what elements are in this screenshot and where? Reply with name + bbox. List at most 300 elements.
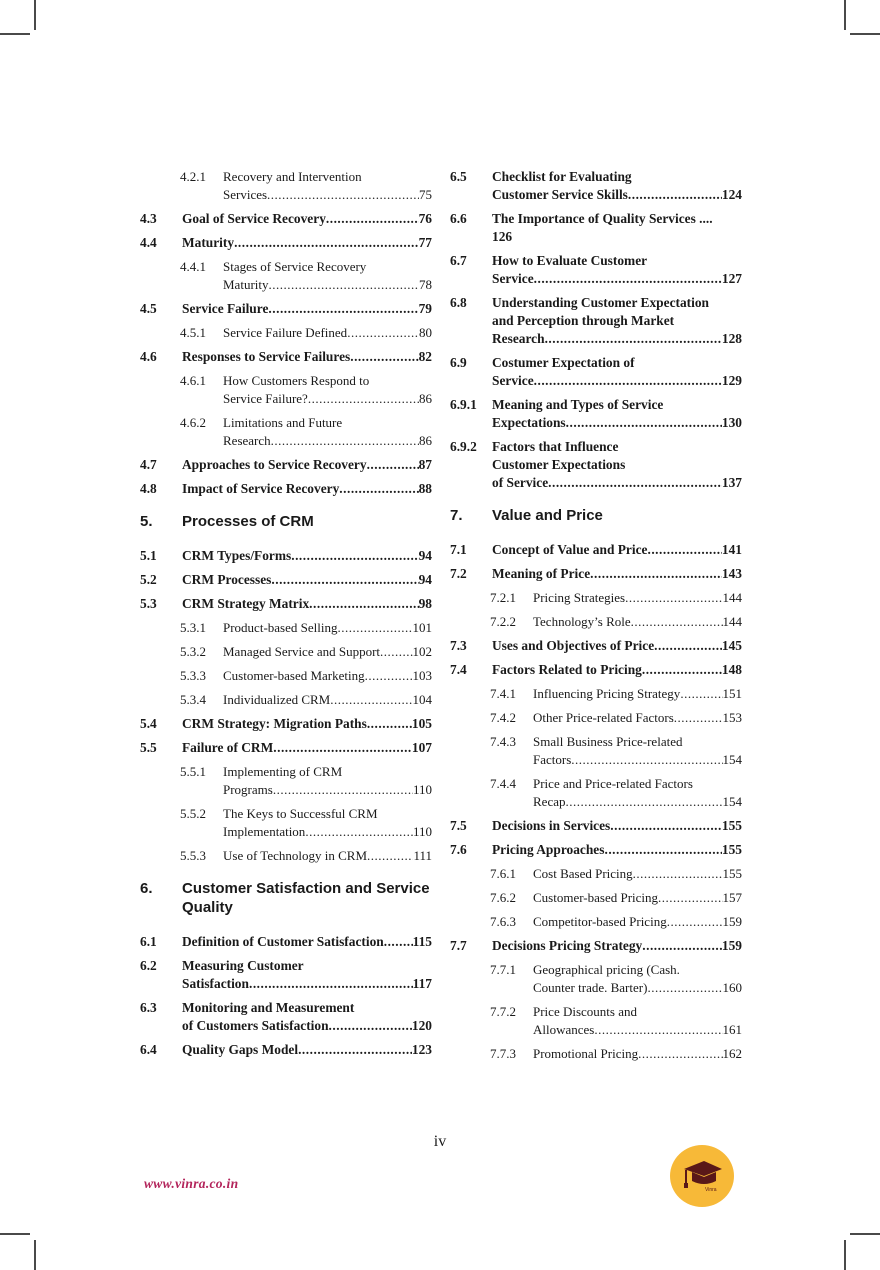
toc-entry[interactable] bbox=[450, 841, 742, 859]
section-number: 5.3.2 bbox=[180, 644, 206, 659]
dot-leader bbox=[268, 300, 418, 318]
section-number: 6.3 bbox=[140, 1000, 157, 1015]
toc-entry[interactable] bbox=[140, 414, 432, 450]
crop-mark bbox=[850, 33, 880, 35]
section-number: 4.8 bbox=[140, 481, 157, 496]
toc-entry[interactable] bbox=[140, 805, 432, 841]
dot-leader bbox=[631, 613, 723, 631]
section-number: 5.3 bbox=[140, 596, 157, 611]
entry-page-number: 154 bbox=[722, 752, 742, 767]
svg-text:Vinra: Vinra bbox=[705, 1187, 717, 1193]
entry-title-line: Satisfaction bbox=[182, 976, 249, 991]
chapter-number: 5. bbox=[140, 513, 153, 530]
section-number: 7.3 bbox=[450, 638, 467, 653]
entry-page-number: 151 bbox=[722, 686, 742, 701]
toc-entry[interactable] bbox=[450, 396, 742, 432]
section-number: 6.9.2 bbox=[450, 439, 477, 454]
entry-title-line: Implementing of CRM bbox=[223, 764, 343, 779]
entry-page-number: 110 bbox=[412, 824, 432, 839]
entry-title-line: Decisions in Services bbox=[492, 818, 611, 833]
entry-title-line: Other Price-related Factors bbox=[533, 710, 674, 725]
entry-page-number: 155 bbox=[721, 818, 742, 833]
section-number: 7.2.1 bbox=[490, 590, 516, 605]
toc-entry[interactable] bbox=[450, 961, 742, 997]
toc-entry[interactable] bbox=[140, 739, 432, 757]
dot-leader bbox=[674, 709, 723, 727]
toc-entry[interactable] bbox=[140, 643, 432, 661]
section-number: 7.5 bbox=[450, 818, 467, 833]
entry-title-line: Services bbox=[223, 187, 268, 202]
website-link[interactable]: www.vinra.co.in bbox=[144, 1176, 239, 1191]
crop-mark bbox=[34, 1240, 36, 1270]
entry-title-line: Stages of Service Recovery bbox=[223, 259, 367, 274]
entry-page-number: 86 bbox=[419, 433, 432, 448]
toc-entry[interactable] bbox=[450, 889, 742, 907]
dot-leader bbox=[347, 324, 419, 342]
dot-leader bbox=[234, 234, 419, 252]
dot-leader bbox=[367, 715, 412, 733]
dot-leader bbox=[633, 865, 723, 883]
dot-leader bbox=[642, 937, 722, 955]
section-number: 4.6 bbox=[140, 349, 157, 364]
entry-title-line: Expectations bbox=[492, 415, 566, 430]
entry-page-number: 101 bbox=[412, 620, 432, 635]
entry-page-number: 115 bbox=[412, 934, 432, 949]
section-number: 6.2 bbox=[140, 958, 157, 973]
entry-title-line: Limitations and Future bbox=[223, 415, 343, 430]
crop-mark bbox=[0, 33, 30, 35]
entry-title-line: The Keys to Successful CRM bbox=[223, 806, 378, 821]
toc-entry[interactable] bbox=[450, 354, 742, 390]
section-number: 7.7.2 bbox=[490, 1004, 516, 1019]
section-number: 7.7.3 bbox=[490, 1046, 516, 1061]
entry-title-line: and Perception through Market bbox=[492, 313, 675, 328]
section-number: 5.3.1 bbox=[180, 620, 206, 635]
entry-title-line: Cost Based Pricing bbox=[533, 866, 633, 881]
entry-page-number: 155 bbox=[722, 866, 742, 881]
toc-entry[interactable] bbox=[450, 1045, 742, 1063]
toc-entry[interactable] bbox=[140, 547, 432, 565]
entry-title-line: CRM Strategy Matrix bbox=[182, 596, 310, 611]
section-number: 7.6.1 bbox=[490, 866, 516, 881]
toc-entry[interactable] bbox=[140, 300, 432, 318]
entry-title-line: CRM Processes bbox=[182, 572, 272, 587]
section-number: 7.4.1 bbox=[490, 686, 516, 701]
toc-entry[interactable] bbox=[450, 168, 742, 204]
section-number: 5.5.1 bbox=[180, 764, 206, 779]
entry-title-line: Maturity bbox=[182, 235, 235, 250]
dot-leader bbox=[625, 589, 722, 607]
entry-page-number: 94 bbox=[418, 548, 432, 563]
entry-title-line: CRM Types/Forms bbox=[182, 548, 292, 563]
entry-title-line: Pricing Approaches bbox=[492, 842, 605, 857]
entry-title-line: Checklist for Evaluating bbox=[492, 169, 632, 184]
section-number: 7.1 bbox=[450, 542, 467, 557]
section-number: 5.3.3 bbox=[180, 668, 206, 683]
toc-entry[interactable] bbox=[450, 613, 742, 631]
dot-leader bbox=[667, 913, 723, 931]
entry-title-line: Individualized CRM bbox=[223, 692, 331, 707]
dot-leader bbox=[271, 571, 418, 589]
entry-title-line: Responses to Service Failures bbox=[182, 349, 351, 364]
chapter-title: Customer Satisfaction and Service Quality bbox=[182, 880, 430, 916]
dot-leader bbox=[308, 390, 419, 408]
entry-title-line: Recovery and Intervention bbox=[223, 169, 362, 184]
entry-page-number: 143 bbox=[721, 566, 742, 581]
section-number: 6.4 bbox=[140, 1042, 157, 1057]
entry-page-number: 155 bbox=[721, 842, 742, 857]
dot-leader bbox=[610, 817, 722, 835]
dot-leader bbox=[545, 330, 722, 348]
toc-entry[interactable] bbox=[450, 294, 742, 348]
entry-page-number: 128 bbox=[721, 331, 742, 346]
entry-title-line: Geographical pricing (Cash. bbox=[533, 962, 680, 977]
entry-page-number: 161 bbox=[722, 1022, 742, 1037]
entry-title-line: Meaning of Price bbox=[492, 566, 591, 581]
entry-page-number: 157 bbox=[722, 890, 742, 905]
dot-leader bbox=[638, 1045, 722, 1063]
entry-page-number: 78 bbox=[419, 277, 432, 292]
entry-title-line: of Service bbox=[492, 475, 549, 490]
entry-page-number: 104 bbox=[412, 692, 432, 707]
section-number: 6.5 bbox=[450, 169, 467, 184]
entry-title-line: Customer Service Skills bbox=[492, 187, 628, 202]
section-number: 6.6 bbox=[450, 211, 467, 226]
section-number: 7.4.3 bbox=[490, 734, 516, 749]
crop-mark bbox=[850, 1233, 880, 1235]
entry-page-number: 141 bbox=[721, 542, 742, 557]
crop-mark bbox=[844, 1240, 846, 1270]
entry-page-number: 123 bbox=[411, 1042, 432, 1057]
section-number: 7.4.2 bbox=[490, 710, 516, 725]
entry-title-line: The Importance of Quality Services .... bbox=[492, 211, 713, 226]
toc-entry[interactable] bbox=[140, 715, 432, 733]
section-number: 7.7.1 bbox=[490, 962, 516, 977]
section-number: 4.4.1 bbox=[180, 259, 206, 274]
entry-page-number: 160 bbox=[722, 980, 742, 995]
entry-title-line: Concept of Value and Price bbox=[492, 542, 648, 557]
section-number: 6.9 bbox=[450, 355, 467, 370]
section-number: 5.2 bbox=[140, 572, 157, 587]
entry-page-number: 153 bbox=[722, 710, 742, 725]
entry-title-line: Research bbox=[223, 433, 271, 448]
toc-entry[interactable] bbox=[450, 733, 742, 769]
toc-chapter-heading[interactable] bbox=[140, 879, 432, 917]
entry-title-line: Counter trade. Barter) bbox=[533, 980, 648, 995]
toc-chapter-heading[interactable] bbox=[140, 512, 432, 531]
entry-page-number: 130 bbox=[721, 415, 742, 430]
dot-leader bbox=[330, 691, 412, 709]
entry-title-line: Programs bbox=[223, 782, 273, 797]
entry-title-line: of Customers Satisfaction bbox=[182, 1018, 329, 1033]
entry-title-line: Service Failure? bbox=[223, 391, 308, 406]
section-number: 6.1 bbox=[140, 934, 157, 949]
toc-entry[interactable] bbox=[140, 691, 432, 709]
entry-page-number: 105 bbox=[411, 716, 432, 731]
entry-page-number: 87 bbox=[418, 457, 432, 472]
entry-title-line: Approaches to Service Recovery bbox=[182, 457, 367, 472]
entry-page-number: 127 bbox=[721, 271, 742, 286]
entry-title-line: Influencing Pricing Strategy bbox=[533, 686, 681, 701]
toc-entry[interactable] bbox=[140, 348, 432, 366]
toc-entry[interactable] bbox=[140, 571, 432, 589]
entry-title-line: Service bbox=[492, 271, 534, 286]
dot-leader bbox=[647, 541, 721, 559]
toc-entry[interactable] bbox=[450, 817, 742, 835]
toc-entry[interactable] bbox=[140, 957, 432, 993]
dot-leader bbox=[350, 348, 418, 366]
entry-title-line: Recap bbox=[533, 794, 566, 809]
toc-entry[interactable] bbox=[450, 913, 742, 931]
dot-leader bbox=[590, 565, 722, 583]
dot-leader bbox=[367, 456, 419, 474]
dot-leader bbox=[269, 276, 420, 294]
dot-leader bbox=[329, 1017, 412, 1035]
entry-page-number: 79 bbox=[418, 301, 432, 316]
section-number: 4.6.1 bbox=[180, 373, 206, 388]
entry-title-line: Quality Gaps Model bbox=[182, 1042, 299, 1057]
toc-entry[interactable] bbox=[140, 456, 432, 474]
dot-leader bbox=[565, 793, 722, 811]
entry-title-line: Service Failure bbox=[182, 301, 269, 316]
entry-page-number: 111 bbox=[413, 848, 432, 863]
entry-page-number: 80 bbox=[419, 325, 432, 340]
toc-entry[interactable] bbox=[450, 709, 742, 727]
dot-leader bbox=[384, 933, 413, 951]
entry-title-line: Product-based Selling bbox=[223, 620, 338, 635]
entry-page-number: 120 bbox=[411, 1018, 432, 1033]
toc-entry[interactable] bbox=[140, 667, 432, 685]
toc-entry[interactable] bbox=[140, 619, 432, 637]
dot-leader bbox=[298, 1041, 412, 1059]
entry-page-number: 162 bbox=[722, 1046, 742, 1061]
entry-page-number: 82 bbox=[418, 349, 432, 364]
entry-page-number: 110 bbox=[412, 782, 432, 797]
entry-title-line: CRM Strategy: Migration Paths bbox=[182, 716, 367, 731]
entry-title-line: Maturity bbox=[223, 277, 269, 292]
toc-entry[interactable] bbox=[450, 589, 742, 607]
section-number: 5.3.4 bbox=[180, 692, 206, 707]
entry-title-line: Uses and Objectives of Price bbox=[492, 638, 655, 653]
toc-entry[interactable] bbox=[140, 324, 432, 342]
chapter-title: Processes of CRM bbox=[182, 513, 314, 530]
entry-page-number: 103 bbox=[412, 668, 432, 683]
chapter-title: Value and Price bbox=[492, 507, 603, 524]
toc-left-column bbox=[140, 168, 432, 1065]
dot-leader bbox=[339, 480, 418, 498]
section-number: 6.8 bbox=[450, 295, 467, 310]
section-number: 6.9.1 bbox=[450, 397, 477, 412]
toc-entry[interactable] bbox=[140, 168, 432, 204]
entry-page-number: 86 bbox=[419, 391, 432, 406]
entry-title-line: Customer-based Marketing bbox=[223, 668, 365, 683]
section-number: 5.5.2 bbox=[180, 806, 206, 821]
entry-title-line: Measuring Customer bbox=[182, 958, 304, 973]
dot-leader bbox=[571, 751, 722, 769]
toc-entry[interactable] bbox=[140, 763, 432, 799]
entry-title-line: Factors bbox=[533, 752, 572, 767]
entry-title-line: Factors that Influence bbox=[492, 439, 619, 454]
entry-page-number: 117 bbox=[412, 976, 432, 991]
toc-entry[interactable] bbox=[450, 661, 742, 679]
entry-title-line: Customer Expectations bbox=[492, 457, 626, 472]
section-number: 4.3 bbox=[140, 211, 157, 226]
entry-title-line: Factors Related to Pricing bbox=[492, 662, 642, 677]
dot-leader bbox=[367, 847, 413, 865]
entry-page-number: 126 bbox=[492, 229, 513, 244]
section-number: 4.2.1 bbox=[180, 169, 206, 184]
dot-leader bbox=[305, 823, 413, 841]
dot-leader bbox=[680, 685, 722, 703]
toc-entry[interactable] bbox=[450, 865, 742, 883]
toc-entry[interactable] bbox=[140, 210, 432, 228]
section-number: 7.2.2 bbox=[490, 614, 516, 629]
entry-title-line: Technology’s Role bbox=[533, 614, 631, 629]
entry-page-number: 124 bbox=[721, 187, 742, 202]
section-number: 7.4.4 bbox=[490, 776, 516, 791]
dot-leader bbox=[594, 1021, 722, 1039]
toc-entry[interactable] bbox=[450, 685, 742, 703]
dot-leader bbox=[628, 186, 722, 204]
section-number: 7.6.2 bbox=[490, 890, 516, 905]
toc-entry[interactable] bbox=[450, 775, 742, 811]
dot-leader bbox=[249, 975, 413, 993]
toc-entry[interactable] bbox=[140, 258, 432, 294]
entry-title-line: Managed Service and Support bbox=[223, 644, 381, 659]
entry-title-line: Price Discounts and bbox=[533, 1004, 637, 1019]
crop-mark bbox=[844, 0, 846, 30]
dot-leader bbox=[326, 210, 419, 228]
dot-leader bbox=[548, 474, 722, 492]
entry-title-line: Costumer Expectation of bbox=[492, 355, 635, 370]
toc-entry[interactable] bbox=[140, 847, 432, 865]
toc-entry[interactable] bbox=[140, 595, 432, 613]
dot-leader bbox=[534, 372, 722, 390]
section-number: 7.6 bbox=[450, 842, 467, 857]
section-number: 5.5 bbox=[140, 740, 157, 755]
toc-entry[interactable] bbox=[140, 372, 432, 408]
entry-title-line: Decisions Pricing Strategy bbox=[492, 938, 643, 953]
dot-leader bbox=[273, 781, 413, 799]
entry-page-number: 129 bbox=[721, 373, 742, 388]
entry-title-line: Goal of Service Recovery bbox=[182, 211, 326, 226]
entry-page-number: 154 bbox=[722, 794, 742, 809]
toc-entry[interactable] bbox=[140, 999, 432, 1035]
chapter-number: 7. bbox=[450, 507, 463, 524]
entry-title-line: Research bbox=[492, 331, 545, 346]
page-number: iv bbox=[433, 1133, 447, 1150]
entry-page-number: 75 bbox=[419, 187, 432, 202]
entry-page-number: 94 bbox=[418, 572, 432, 587]
toc-entry[interactable] bbox=[140, 234, 432, 252]
dot-leader bbox=[534, 270, 722, 288]
dot-leader bbox=[654, 637, 722, 655]
entry-page-number: 98 bbox=[418, 596, 432, 611]
toc-right-column bbox=[450, 168, 742, 1069]
section-number: 7.4 bbox=[450, 662, 467, 677]
section-number: 5.4 bbox=[140, 716, 157, 731]
entry-title-line: Impact of Service Recovery bbox=[182, 481, 340, 496]
dot-leader bbox=[380, 643, 412, 661]
entry-title-line: Price and Price-related Factors bbox=[533, 776, 693, 791]
entry-title-line: Implementation bbox=[223, 824, 306, 839]
entry-title-line: Pricing Strategies bbox=[533, 590, 626, 605]
crop-mark bbox=[0, 1233, 30, 1235]
dot-leader bbox=[273, 739, 412, 757]
entry-title-line: Service bbox=[492, 373, 534, 388]
section-number: 4.7 bbox=[140, 457, 157, 472]
dot-leader bbox=[647, 979, 722, 997]
entry-title-line: Meaning and Types of Service bbox=[492, 397, 664, 412]
entry-title-line: Failure of CRM bbox=[182, 740, 274, 755]
dot-leader bbox=[365, 667, 413, 685]
toc-entry[interactable] bbox=[450, 541, 742, 559]
toc-entry[interactable] bbox=[450, 937, 742, 955]
entry-title-line: Promotional Pricing bbox=[533, 1046, 639, 1061]
section-number: 7.7 bbox=[450, 938, 467, 953]
dot-leader bbox=[271, 432, 419, 450]
section-number: 5.1 bbox=[140, 548, 157, 563]
entry-page-number: 159 bbox=[721, 938, 742, 953]
entry-title-line: Allowances bbox=[533, 1022, 595, 1037]
dot-leader bbox=[642, 661, 722, 679]
logo bbox=[670, 1145, 734, 1207]
entry-page-number: 102 bbox=[412, 644, 432, 659]
toc-entry[interactable] bbox=[450, 210, 742, 246]
entry-page-number: 159 bbox=[722, 914, 742, 929]
toc-entry[interactable] bbox=[450, 438, 742, 492]
section-number: 4.6.2 bbox=[180, 415, 206, 430]
toc-entry[interactable] bbox=[450, 252, 742, 288]
entry-title-line: Definition of Customer Satisfaction bbox=[182, 934, 384, 949]
entry-page-number: 148 bbox=[721, 662, 742, 677]
entry-title-line: Monitoring and Measurement bbox=[182, 1000, 355, 1015]
dot-leader bbox=[267, 186, 419, 204]
dot-leader bbox=[291, 547, 418, 565]
toc-entry[interactable] bbox=[140, 933, 432, 951]
entry-page-number: 76 bbox=[418, 211, 432, 226]
dot-leader bbox=[604, 841, 721, 859]
entry-page-number: 77 bbox=[418, 235, 432, 250]
entry-page-number: 88 bbox=[418, 481, 432, 496]
section-number: 7.6.3 bbox=[490, 914, 516, 929]
entry-page-number: 145 bbox=[721, 638, 742, 653]
toc-chapter-heading[interactable] bbox=[450, 506, 742, 525]
toc-entry[interactable] bbox=[450, 565, 742, 583]
dot-leader bbox=[566, 414, 722, 432]
entry-title-line: Customer-based Pricing bbox=[533, 890, 659, 905]
section-number: 6.7 bbox=[450, 253, 467, 268]
entry-title-line: Use of Technology in CRM bbox=[223, 848, 368, 863]
toc-entry[interactable] bbox=[140, 1041, 432, 1059]
crop-mark bbox=[34, 0, 36, 30]
entry-title-line: Small Business Price-related bbox=[533, 734, 683, 749]
section-number: 7.2 bbox=[450, 566, 467, 581]
dot-leader bbox=[309, 595, 418, 613]
toc-entry[interactable] bbox=[140, 480, 432, 498]
toc-entry[interactable] bbox=[450, 637, 742, 655]
entry-title-line: Service Failure Defined bbox=[223, 325, 348, 340]
dot-leader bbox=[658, 889, 722, 907]
entry-page-number: 144 bbox=[722, 614, 742, 629]
entry-page-number: 137 bbox=[721, 475, 742, 490]
chapter-number: 6. bbox=[140, 880, 153, 897]
toc-entry[interactable] bbox=[450, 1003, 742, 1039]
entry-title-line: How to Evaluate Customer bbox=[492, 253, 648, 268]
entry-title-line: Competitor-based Pricing bbox=[533, 914, 667, 929]
dot-leader bbox=[337, 619, 412, 637]
section-number: 4.5 bbox=[140, 301, 157, 316]
